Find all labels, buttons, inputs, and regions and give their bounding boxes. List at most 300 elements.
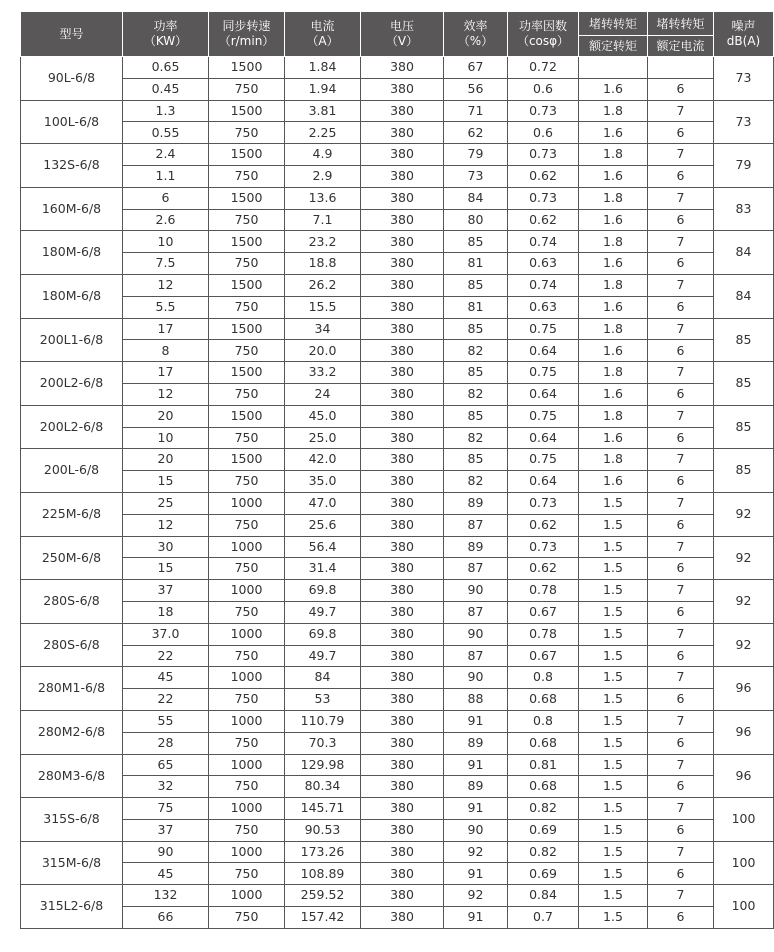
torque-ratio-cell: 1.6: [579, 340, 648, 362]
efficiency-cell: 88: [444, 689, 508, 711]
torque-ratio-cell: 1.5: [579, 754, 648, 776]
efficiency-cell: 85: [444, 318, 508, 340]
current-ratio-cell: 7: [648, 100, 714, 122]
model-cell: 200L1-6/8: [21, 318, 123, 362]
current-ratio-cell: 6: [648, 165, 714, 187]
current-cell: 56.4: [285, 536, 361, 558]
torque-ratio-cell: 1.5: [579, 667, 648, 689]
current-cell: 34: [285, 318, 361, 340]
power-cell: 25: [123, 492, 209, 514]
current-ratio-cell: 7: [648, 274, 714, 296]
table-row: [21, 383, 774, 405]
voltage-cell: 380: [361, 165, 444, 187]
efficiency-cell: 85: [444, 449, 508, 471]
current-cell: 259.52: [285, 885, 361, 907]
current-cell: 90.53: [285, 819, 361, 841]
table-row: [21, 100, 774, 122]
power-cell: 10: [123, 427, 209, 449]
voltage-cell: 380: [361, 471, 444, 493]
efficiency-cell: 90: [444, 819, 508, 841]
current-cell: 110.79: [285, 710, 361, 732]
voltage-cell: 380: [361, 514, 444, 536]
torque-ratio-cell: 1.8: [579, 362, 648, 384]
table-row: [21, 601, 774, 623]
power-cell: 45: [123, 667, 209, 689]
efficiency-cell: 82: [444, 340, 508, 362]
speed-cell: 750: [209, 427, 285, 449]
torque-ratio-cell: 1.5: [579, 514, 648, 536]
efficiency-cell: 87: [444, 558, 508, 580]
power-factor-cell: 0.82: [508, 841, 579, 863]
power-factor-cell: 0.75: [508, 449, 579, 471]
voltage-cell: 380: [361, 536, 444, 558]
power-cell: 30: [123, 536, 209, 558]
speed-cell: 750: [209, 122, 285, 144]
power-cell: 18: [123, 601, 209, 623]
power-cell: 45: [123, 863, 209, 885]
model-cell: 200L2-6/8: [21, 362, 123, 406]
table-row: [21, 907, 774, 929]
table-row: [21, 209, 774, 231]
efficiency-cell: 89: [444, 732, 508, 754]
current-ratio-cell: 7: [648, 754, 714, 776]
voltage-cell: 380: [361, 449, 444, 471]
power-cell: 2.6: [123, 209, 209, 231]
speed-cell: 1500: [209, 318, 285, 340]
voltage-cell: 380: [361, 907, 444, 929]
model-cell: 280S-6/8: [21, 623, 123, 667]
motor-spec-table: [20, 11, 774, 929]
noise-cell: 100: [714, 798, 774, 842]
current-ratio-cell: 6: [648, 471, 714, 493]
power-cell: 32: [123, 776, 209, 798]
power-cell: 28: [123, 732, 209, 754]
power-factor-cell: 0.63: [508, 296, 579, 318]
speed-cell: 750: [209, 209, 285, 231]
torque-ratio-cell: 1.6: [579, 165, 648, 187]
efficiency-cell: 87: [444, 514, 508, 536]
voltage-cell: 380: [361, 209, 444, 231]
current-cell: 35.0: [285, 471, 361, 493]
speed-cell: 1500: [209, 144, 285, 166]
table-row: [21, 253, 774, 275]
power-cell: 5.5: [123, 296, 209, 318]
table-row: [21, 536, 774, 558]
torque-ratio-cell: 1.8: [579, 144, 648, 166]
power-factor-cell: 0.7: [508, 907, 579, 929]
speed-cell: 750: [209, 776, 285, 798]
torque-ratio-cell: 1.5: [579, 710, 648, 732]
current-cell: 2.9: [285, 165, 361, 187]
current-ratio-cell: 7: [648, 405, 714, 427]
table-row: [21, 471, 774, 493]
efficiency-cell: 90: [444, 580, 508, 602]
power-factor-cell: 0.72: [508, 57, 579, 79]
torque-ratio-cell: 1.5: [579, 819, 648, 841]
noise-cell: 92: [714, 580, 774, 624]
power-factor-cell: 0.64: [508, 383, 579, 405]
model-cell: 180M-6/8: [21, 274, 123, 318]
speed-cell: 750: [209, 383, 285, 405]
power-factor-cell: 0.75: [508, 405, 579, 427]
efficiency-cell: 91: [444, 907, 508, 929]
voltage-cell: 380: [361, 383, 444, 405]
current-ratio-cell: 7: [648, 449, 714, 471]
current-cell: 69.8: [285, 623, 361, 645]
speed-cell: 750: [209, 689, 285, 711]
current-ratio-cell: 6: [648, 340, 714, 362]
voltage-cell: 380: [361, 492, 444, 514]
torque-ratio-cell: 1.6: [579, 471, 648, 493]
power-factor-cell: 0.69: [508, 863, 579, 885]
voltage-cell: 380: [361, 296, 444, 318]
voltage-cell: 380: [361, 863, 444, 885]
power-factor-cell: 0.6: [508, 122, 579, 144]
power-factor-cell: 0.64: [508, 340, 579, 362]
efficiency-cell: 62: [444, 122, 508, 144]
current-cell: 145.71: [285, 798, 361, 820]
voltage-cell: 380: [361, 776, 444, 798]
current-cell: 129.98: [285, 754, 361, 776]
power-factor-cell: 0.75: [508, 362, 579, 384]
voltage-cell: 380: [361, 885, 444, 907]
noise-cell: 85: [714, 449, 774, 493]
table-row: [21, 231, 774, 253]
voltage-cell: 380: [361, 841, 444, 863]
voltage-cell: 380: [361, 340, 444, 362]
table-row: [21, 78, 774, 100]
power-factor-cell: 0.62: [508, 165, 579, 187]
voltage-cell: 380: [361, 318, 444, 340]
model-cell: 180M-6/8: [21, 231, 123, 275]
power-factor-cell: 0.69: [508, 819, 579, 841]
voltage-cell: 380: [361, 122, 444, 144]
efficiency-cell: 82: [444, 427, 508, 449]
model-cell: 250M-6/8: [21, 536, 123, 580]
current-cell: 13.6: [285, 187, 361, 209]
efficiency-cell: 71: [444, 100, 508, 122]
speed-cell: 750: [209, 514, 285, 536]
current-ratio-cell: 7: [648, 144, 714, 166]
table-body: [21, 57, 774, 929]
efficiency-cell: 89: [444, 492, 508, 514]
current-cell: 24: [285, 383, 361, 405]
current-ratio-cell: 7: [648, 798, 714, 820]
current-ratio-cell: 6: [648, 209, 714, 231]
torque-ratio-cell: 1.5: [579, 798, 648, 820]
table-row: [21, 449, 774, 471]
efficiency-cell: 90: [444, 667, 508, 689]
table-row: [21, 885, 774, 907]
torque-ratio-cell: 1.5: [579, 776, 648, 798]
noise-cell: 73: [714, 100, 774, 144]
efficiency-cell: 81: [444, 296, 508, 318]
power-cell: 17: [123, 318, 209, 340]
efficiency-cell: 67: [444, 57, 508, 79]
torque-ratio-cell: 1.6: [579, 383, 648, 405]
efficiency-cell: 91: [444, 754, 508, 776]
voltage-cell: 380: [361, 667, 444, 689]
model-cell: 315S-6/8: [21, 798, 123, 842]
torque-ratio-cell: 1.5: [579, 645, 648, 667]
power-factor-cell: 0.68: [508, 689, 579, 711]
voltage-cell: 380: [361, 405, 444, 427]
power-cell: 8: [123, 340, 209, 362]
model-cell: 280M1-6/8: [21, 667, 123, 711]
torque-ratio-cell: 1.5: [579, 623, 648, 645]
torque-ratio-cell: 1.5: [579, 907, 648, 929]
torque-ratio-cell: 1.5: [579, 841, 648, 863]
power-factor-cell: 0.64: [508, 471, 579, 493]
table-row: [21, 405, 774, 427]
power-factor-cell: 0.67: [508, 601, 579, 623]
current-cell: 49.7: [285, 645, 361, 667]
efficiency-cell: 89: [444, 536, 508, 558]
speed-cell: 750: [209, 863, 285, 885]
power-cell: 0.55: [123, 122, 209, 144]
power-cell: 55: [123, 710, 209, 732]
speed-cell: 1000: [209, 580, 285, 602]
current-ratio-cell: 7: [648, 536, 714, 558]
header-rated-torque: 额定转矩: [579, 36, 648, 57]
table-row: [21, 362, 774, 384]
power-cell: 6: [123, 187, 209, 209]
speed-cell: 1500: [209, 274, 285, 296]
power-cell: 0.45: [123, 78, 209, 100]
table-row: [21, 798, 774, 820]
power-cell: 12: [123, 383, 209, 405]
power-cell: 75: [123, 798, 209, 820]
table-row: [21, 689, 774, 711]
efficiency-cell: 87: [444, 601, 508, 623]
current-ratio-cell: 6: [648, 645, 714, 667]
current-ratio-cell: 6: [648, 78, 714, 100]
torque-ratio-cell: 1.5: [579, 558, 648, 580]
efficiency-cell: 85: [444, 231, 508, 253]
table-row: [21, 274, 774, 296]
current-ratio-cell: 7: [648, 841, 714, 863]
current-ratio-cell: 6: [648, 907, 714, 929]
efficiency-cell: 90: [444, 623, 508, 645]
voltage-cell: 380: [361, 78, 444, 100]
header-efficiency: 效率 （%）: [444, 12, 508, 57]
voltage-cell: 380: [361, 580, 444, 602]
speed-cell: 750: [209, 296, 285, 318]
table-row: [21, 754, 774, 776]
power-factor-cell: 0.73: [508, 144, 579, 166]
noise-cell: 92: [714, 536, 774, 580]
table-row: [21, 144, 774, 166]
current-ratio-cell: 7: [648, 187, 714, 209]
power-cell: 0.65: [123, 57, 209, 79]
current-cell: 25.0: [285, 427, 361, 449]
current-cell: 53: [285, 689, 361, 711]
noise-cell: 84: [714, 274, 774, 318]
current-cell: 108.89: [285, 863, 361, 885]
model-cell: 100L-6/8: [21, 100, 123, 144]
speed-cell: 750: [209, 340, 285, 362]
header-noise: 噪声 dB(A): [714, 12, 774, 57]
power-factor-cell: 0.81: [508, 754, 579, 776]
current-cell: 70.3: [285, 732, 361, 754]
efficiency-cell: 85: [444, 362, 508, 384]
torque-ratio-cell: 1.6: [579, 78, 648, 100]
current-ratio-cell: 7: [648, 231, 714, 253]
torque-ratio-cell: 1.8: [579, 187, 648, 209]
torque-ratio-cell: 1.8: [579, 100, 648, 122]
speed-cell: 1500: [209, 449, 285, 471]
current-cell: 18.8: [285, 253, 361, 275]
power-cell: 37.0: [123, 623, 209, 645]
speed-cell: 750: [209, 907, 285, 929]
power-cell: 132: [123, 885, 209, 907]
power-factor-cell: 0.75: [508, 318, 579, 340]
current-cell: 33.2: [285, 362, 361, 384]
efficiency-cell: 82: [444, 471, 508, 493]
table-row: [21, 732, 774, 754]
current-ratio-cell: 7: [648, 710, 714, 732]
power-cell: 22: [123, 645, 209, 667]
speed-cell: 1000: [209, 885, 285, 907]
current-cell: 23.2: [285, 231, 361, 253]
current-cell: 173.26: [285, 841, 361, 863]
noise-cell: 92: [714, 492, 774, 536]
power-cell: 1.3: [123, 100, 209, 122]
current-ratio-cell: 6: [648, 253, 714, 275]
speed-cell: 1000: [209, 710, 285, 732]
efficiency-cell: 79: [444, 144, 508, 166]
power-factor-cell: 0.74: [508, 231, 579, 253]
torque-ratio-cell: 1.8: [579, 449, 648, 471]
voltage-cell: 380: [361, 645, 444, 667]
speed-cell: 1500: [209, 405, 285, 427]
noise-cell: 96: [714, 667, 774, 711]
power-cell: 37: [123, 819, 209, 841]
current-cell: 20.0: [285, 340, 361, 362]
efficiency-cell: 73: [444, 165, 508, 187]
torque-ratio-cell: 1.6: [579, 253, 648, 275]
current-ratio-cell: 6: [648, 776, 714, 798]
speed-cell: 1000: [209, 754, 285, 776]
voltage-cell: 380: [361, 57, 444, 79]
noise-cell: 85: [714, 362, 774, 406]
efficiency-cell: 89: [444, 776, 508, 798]
power-cell: 2.4: [123, 144, 209, 166]
power-factor-cell: 0.8: [508, 710, 579, 732]
efficiency-cell: 87: [444, 645, 508, 667]
current-ratio-cell: 7: [648, 318, 714, 340]
table-row: [21, 580, 774, 602]
model-cell: 280M3-6/8: [21, 754, 123, 798]
torque-ratio-cell: 1.6: [579, 209, 648, 231]
power-factor-cell: 0.84: [508, 885, 579, 907]
current-ratio-cell: 7: [648, 667, 714, 689]
model-cell: 225M-6/8: [21, 492, 123, 536]
noise-cell: 100: [714, 885, 774, 929]
torque-ratio-cell: 1.8: [579, 231, 648, 253]
speed-cell: 750: [209, 558, 285, 580]
efficiency-cell: 85: [444, 405, 508, 427]
speed-cell: 750: [209, 78, 285, 100]
torque-ratio-cell: 1.8: [579, 405, 648, 427]
speed-cell: 1000: [209, 623, 285, 645]
model-cell: 315L2-6/8: [21, 885, 123, 929]
torque-ratio-cell: [579, 57, 648, 79]
header-locked-torque: 堵转转矩: [579, 12, 648, 36]
voltage-cell: 380: [361, 819, 444, 841]
power-cell: 12: [123, 514, 209, 536]
voltage-cell: 380: [361, 732, 444, 754]
torque-ratio-cell: 1.5: [579, 601, 648, 623]
current-cell: 1.94: [285, 78, 361, 100]
table-row: [21, 165, 774, 187]
table-row: [21, 492, 774, 514]
torque-ratio-cell: 1.5: [579, 885, 648, 907]
current-ratio-cell: 6: [648, 514, 714, 536]
current-cell: 15.5: [285, 296, 361, 318]
power-factor-cell: 0.63: [508, 253, 579, 275]
voltage-cell: 380: [361, 601, 444, 623]
speed-cell: 750: [209, 601, 285, 623]
voltage-cell: 380: [361, 710, 444, 732]
power-cell: 1.1: [123, 165, 209, 187]
power-factor-cell: 0.68: [508, 732, 579, 754]
efficiency-cell: 84: [444, 187, 508, 209]
table-row: [21, 187, 774, 209]
power-factor-cell: 0.78: [508, 623, 579, 645]
header-current: 电流 （A）: [285, 12, 361, 57]
efficiency-cell: 91: [444, 710, 508, 732]
speed-cell: 750: [209, 732, 285, 754]
noise-cell: 96: [714, 754, 774, 798]
current-ratio-cell: 7: [648, 885, 714, 907]
noise-cell: 96: [714, 710, 774, 754]
power-cell: 37: [123, 580, 209, 602]
voltage-cell: 380: [361, 144, 444, 166]
efficiency-cell: 92: [444, 885, 508, 907]
efficiency-cell: 56: [444, 78, 508, 100]
table-row: [21, 427, 774, 449]
power-factor-cell: 0.78: [508, 580, 579, 602]
current-cell: 157.42: [285, 907, 361, 929]
voltage-cell: 380: [361, 558, 444, 580]
voltage-cell: 380: [361, 754, 444, 776]
power-cell: 15: [123, 558, 209, 580]
table-row: [21, 57, 774, 79]
table-row: [21, 514, 774, 536]
header-power: 功率 （KW）: [123, 12, 209, 57]
power-cell: 66: [123, 907, 209, 929]
power-factor-cell: 0.62: [508, 209, 579, 231]
current-ratio-cell: 6: [648, 601, 714, 623]
voltage-cell: 380: [361, 798, 444, 820]
table-row: [21, 776, 774, 798]
model-cell: 200L2-6/8: [21, 405, 123, 449]
voltage-cell: 380: [361, 689, 444, 711]
model-cell: 132S-6/8: [21, 144, 123, 188]
current-ratio-cell: 6: [648, 732, 714, 754]
power-cell: 20: [123, 405, 209, 427]
header-speed: 同步转速 （r/min）: [209, 12, 285, 57]
speed-cell: 750: [209, 165, 285, 187]
voltage-cell: 380: [361, 100, 444, 122]
torque-ratio-cell: 1.5: [579, 580, 648, 602]
table-row: [21, 296, 774, 318]
power-factor-cell: 0.73: [508, 187, 579, 209]
table-row: [21, 710, 774, 732]
model-cell: 315M-6/8: [21, 841, 123, 885]
efficiency-cell: 85: [444, 274, 508, 296]
